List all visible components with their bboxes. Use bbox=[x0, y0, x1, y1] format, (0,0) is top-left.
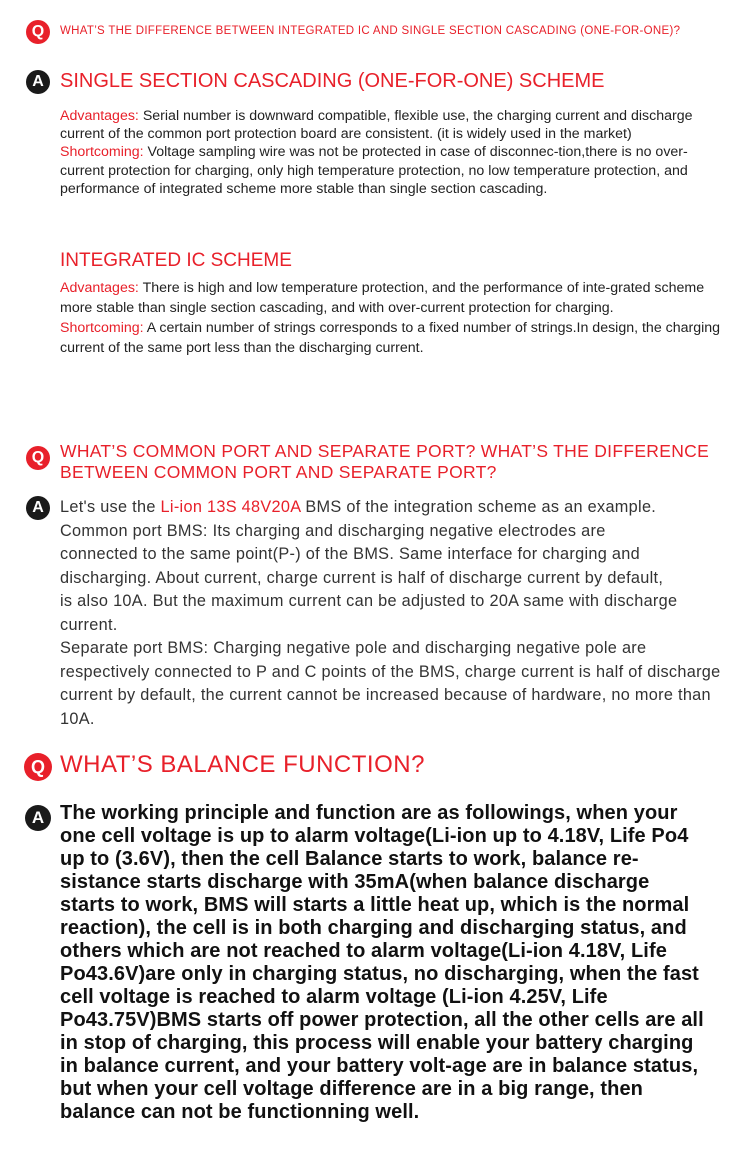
answer-badge-3: A bbox=[25, 805, 51, 831]
shortcoming-text: Voltage sampling wire was not be protected in case of disconnec-tion,there is no over-current protection for charging, only high temperature protection, no low temperature protection, and performance of integrated scheme more stable than single section cascading. bbox=[60, 144, 688, 197]
shortcoming-label-2: Shortcoming: bbox=[60, 320, 144, 336]
ports-answer-body bbox=[60, 496, 725, 731]
common-port-paragraph: Common port BMS: Its charging and discharging negative electrodes are connected to the same point(P-) of the BMS. Same interface for charging and discharging. About current, charge current is half of discharge current by default, is also 10A. But the maximum current can be adjusted to 20A same with discharge current. bbox=[60, 521, 678, 634]
advantages-paragraph bbox=[60, 107, 720, 143]
intro-after: BMS of the integration scheme as an example. bbox=[300, 498, 657, 516]
shortcoming-label: Shortcoming: bbox=[60, 144, 144, 161]
advantages-label: Advantages: bbox=[60, 108, 139, 124]
answer-badge-2: A bbox=[26, 496, 50, 520]
question-badge-3: Q bbox=[24, 753, 52, 781]
question-title-2: WHAT’S COMMON PORT AND SEPARATE PORT? WHAT’S THE DIFFERENCE BETWEEN COMMON PORT AND SEPARATE PORT? bbox=[60, 441, 710, 482]
answer-badge: A bbox=[26, 70, 50, 94]
scheme-single-body bbox=[60, 107, 720, 198]
separate-port-paragraph: Separate port BMS: Charging negative pole and discharging negative pole are respectively connected to P and C points of the BMS, charge current is half of discharge current by default, the current cannot be increased because of hardware, no more than 10A. bbox=[60, 639, 721, 728]
scheme-title-integrated: INTEGRATED IC SCHEME bbox=[60, 250, 292, 271]
scheme-title-single: SINGLE SECTION CASCADING (ONE-FOR-ONE) SCHEME bbox=[60, 70, 605, 92]
advantages-label-2: Advantages: bbox=[60, 280, 139, 296]
advantages-text: Serial number is downward compatible, flexible use, the charging current and discharge current of the common port protection board are consistent. (it is widely used in the market) bbox=[60, 108, 693, 143]
advantages-paragraph-2 bbox=[60, 278, 725, 318]
shortcoming-text-2: A certain number of strings corresponds to a fixed number of strings.In design, the charging current of the same port less than the discharging current. bbox=[60, 320, 721, 356]
question-badge-2: Q bbox=[26, 446, 50, 470]
question-title-1: WHAT’S THE DIFFERENCE BETWEEN INTEGRATED IC AND SINGLE SECTION CASCADING (ONE-FOR-ONE)? bbox=[60, 25, 681, 37]
question-badge: Q bbox=[26, 20, 50, 44]
intro-before: Let's use the bbox=[60, 498, 161, 516]
question-title-3: WHAT’S BALANCE FUNCTION? bbox=[60, 751, 425, 778]
intro-highlight: Li-ion 13S 48V20A bbox=[160, 498, 301, 516]
balance-answer-body: The working principle and function are as followings, when your one cell voltage is up to alarm voltage(Li-ion up to 4.18V, Life Po4 up to (3.6V), then the cell Balance starts to work, balance re-sistance starts discharge with 35mA(when balance discharge starts to work, BMS will starts a little heat up, which is the normal reaction), the cell is in both charging and discharging status, and others which are not reached to alarm voltage(Li-ion 4.18V, Life Po43.6V)are only in charging status, no discharging, when the fast cell voltage is reached to alarm voltage (Li-ion 4.25V, Life Po43.75V)BMS starts off power protection, all the other cells are all in stop of charging, this process will enable your battery charging in balance current, and your battery volt-age are in balance status, but when your cell voltage difference are in a big range, then balance can not be functionning well. bbox=[60, 802, 704, 1123]
scheme-integrated-body bbox=[60, 278, 725, 358]
intro-paragraph bbox=[60, 496, 725, 520]
shortcoming-paragraph bbox=[60, 143, 720, 198]
shortcoming-paragraph-2 bbox=[60, 318, 725, 358]
advantages-text-2: There is high and low temperature protection, and the performance of inte-grated scheme more stable than single section cascading, and with over-current protection for charging. bbox=[60, 280, 705, 316]
